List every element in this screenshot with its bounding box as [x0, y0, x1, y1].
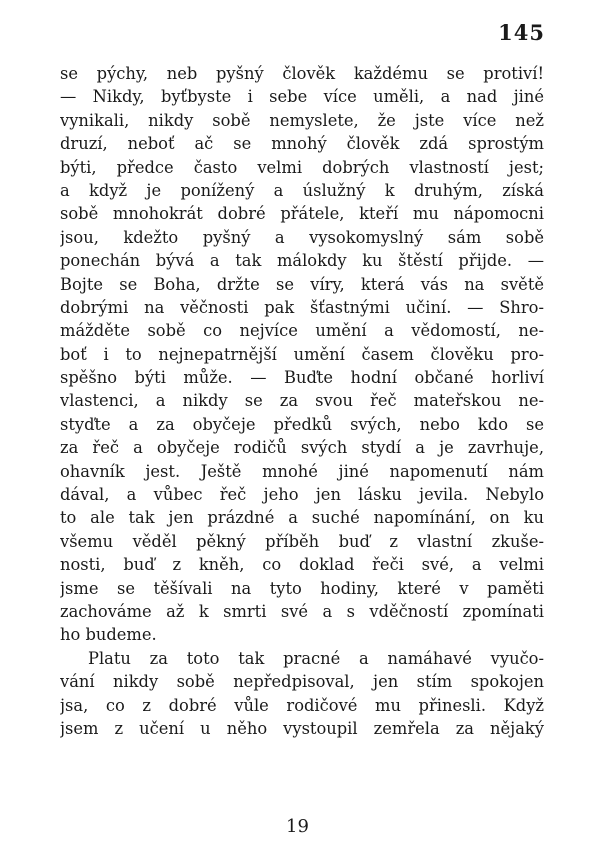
- text-line: býti, předce často velmi dobrých vlastností jest;: [60, 157, 544, 177]
- text-line: všemu věděl pěkný příběh buď z vlastní zkuše-: [60, 531, 544, 551]
- text-line: a když je ponížený a úslužný k druhým, získá: [60, 180, 544, 200]
- text-line-paragraph-start: Platu za toto tak pracné a namáhavé vyučo-: [88, 648, 544, 668]
- text-line: vlastenci, a nikdy se za svou řeč mateřskou ne-: [60, 391, 544, 411]
- text-line: ponechán bývá a tak málokdy ku štěstí přijde. —: [60, 251, 544, 271]
- text-line: jsa, co z dobré vůle rodičové mu přinesli. Když: [60, 695, 544, 715]
- text-line: zachováme až k smrti své a s vděčností zpomínati: [60, 601, 544, 621]
- text-line: Bojte se Boha, držte se víry, která vás na světě: [60, 274, 544, 294]
- body-text: [60, 62, 544, 740]
- text-line: to ale tak jen prázdné a suché napomínání, on ku: [60, 508, 544, 528]
- text-line: mážděte sobě co nejvíce umění a vědomostí, ne-: [60, 321, 544, 341]
- text-line: jsou, kdežto pyšný a vysokomyslný sám sobě: [60, 227, 544, 247]
- text-line: vání nikdy sobě nepředpisoval, jen stím spokojen: [60, 672, 544, 692]
- text-line: se pýchy, neb pyšný člověk každému se protiví!: [60, 64, 544, 83]
- text-line: nosti, buď z kněh, co doklad řeči své, a velmi: [60, 555, 544, 575]
- text-line: jsme se těšívali na tyto hodiny, které v paměti: [60, 578, 544, 598]
- text-line: vynikali, nikdy sobě nemyslete, že jste více než: [60, 110, 544, 130]
- text-line: druzí, neboť ač se mnohý člověk zdá sprostým: [60, 134, 544, 154]
- text-line: dobrými na věčnosti pak šťastnými učiní. — Shro-: [60, 297, 544, 317]
- text-line-paragraph-end: ho budeme.: [60, 625, 157, 645]
- page-number: 145: [498, 20, 545, 45]
- text-line: — Nikdy, byťbyste i sebe více uměli, a nad jiné: [60, 87, 544, 107]
- signature-mark: 19: [286, 816, 309, 837]
- text-line: sobě mnohokrát dobré přátele, kteří mu nápomocni: [60, 204, 544, 224]
- text-line: ohavník jest. Ještě mnohé jiné napomenutí nám: [60, 461, 544, 481]
- text-line: styďte a za obyčeje předků svých, nebo kdo se: [60, 414, 544, 434]
- text-line: za řeč a obyčeje rodičů svých stydí a je zavrhuje,: [60, 438, 544, 458]
- text-line: boť i to nejnepatrnější umění časem člověku pro-: [60, 344, 544, 364]
- text-line: spěšno býti může. — Buďte hodní občané horliví: [60, 368, 544, 388]
- text-line: dával, a vůbec řeč jeho jen lásku jevila. Nebylo: [60, 485, 544, 505]
- text-line: jsem z učení u něho vystoupil zemřela za nějaký: [60, 718, 544, 738]
